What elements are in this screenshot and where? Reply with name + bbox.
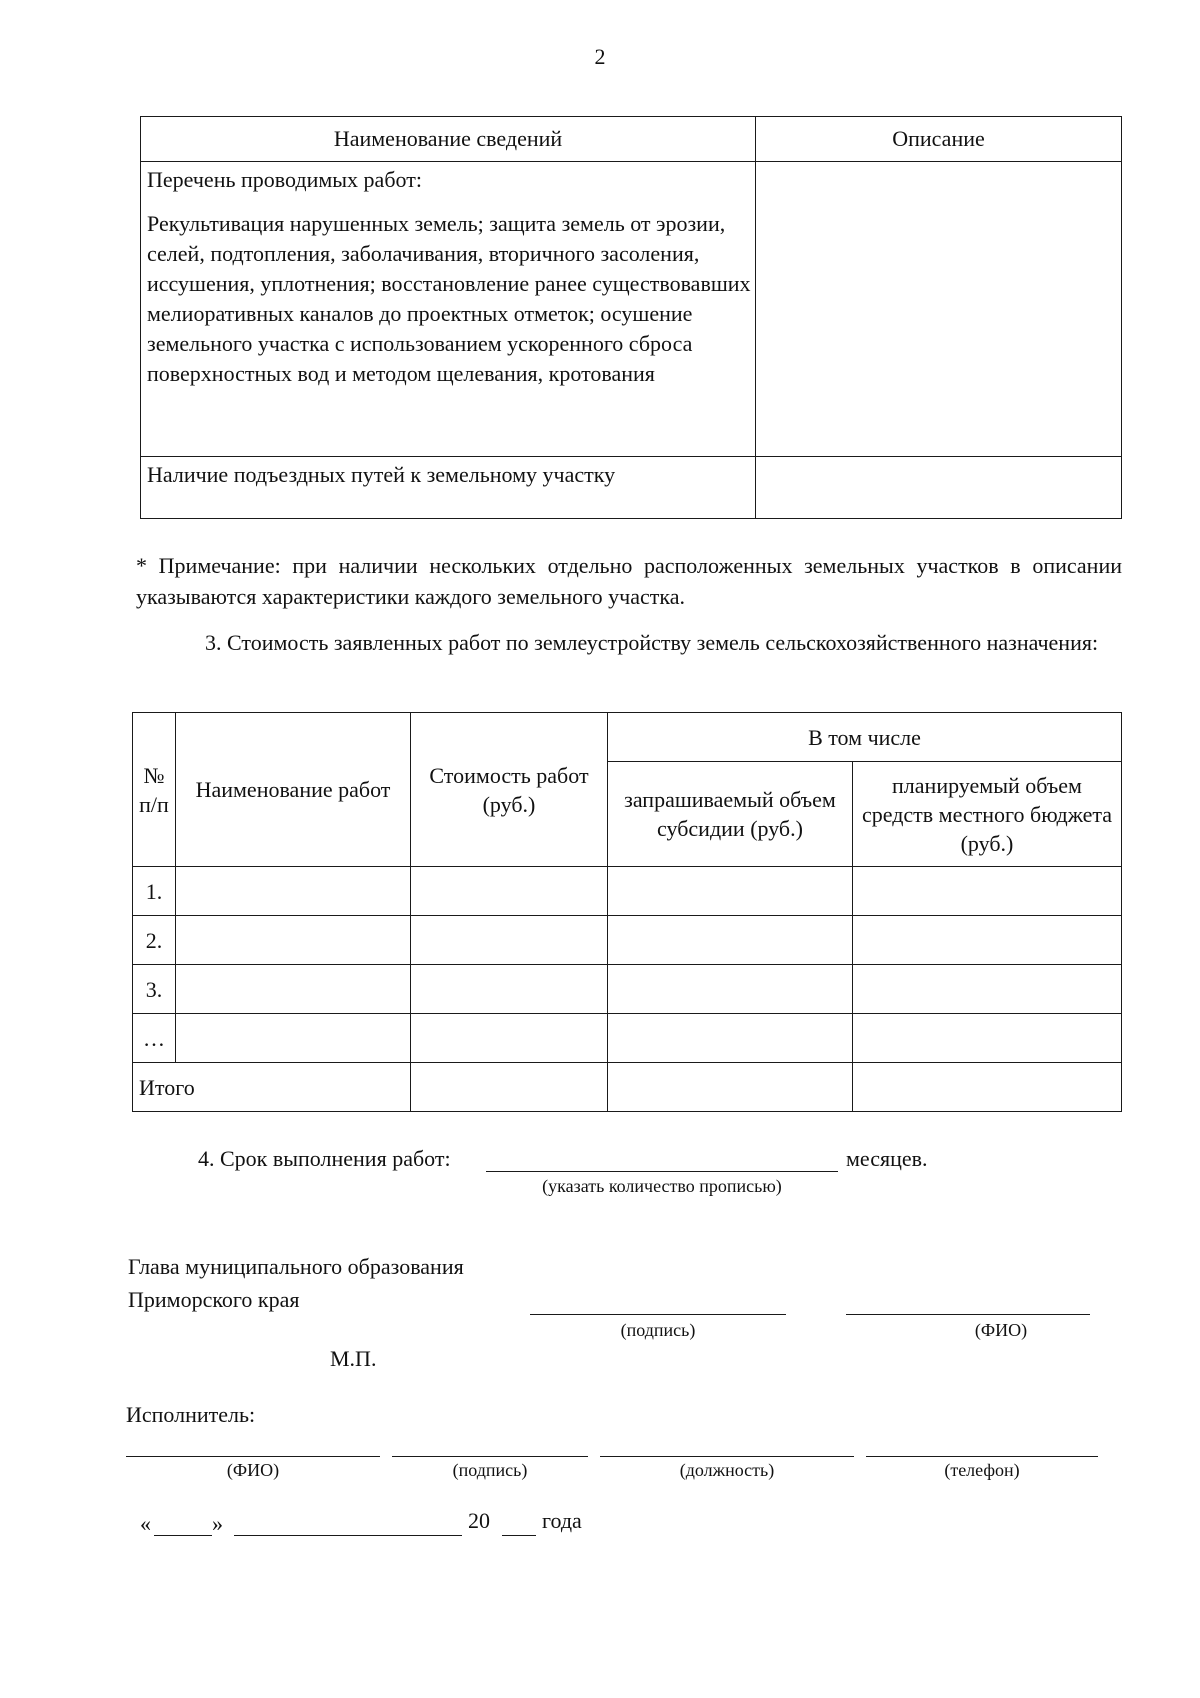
date-year-prefix: 20: [468, 1508, 490, 1533]
head-fio-field[interactable]: [846, 1314, 1090, 1315]
cost-cell-cost[interactable]: [411, 1014, 608, 1063]
head-signature-label: (подпись): [620, 1320, 696, 1340]
section4-label: 4. Срок выполнения работ:: [198, 1146, 451, 1171]
info-row-access-roads: [141, 457, 1122, 519]
cost-header-including: В том числе: [608, 713, 1122, 762]
executor-position-field[interactable]: [600, 1456, 854, 1457]
info-table-header: [141, 117, 1122, 162]
executor-phone-field[interactable]: [866, 1456, 1098, 1457]
info-cell-works-description[interactable]: [756, 162, 1122, 457]
cost-cell-local[interactable]: [853, 867, 1122, 916]
head-title-line1: Глава муниципального образования: [128, 1254, 464, 1279]
info-cell-access-description[interactable]: [756, 457, 1122, 519]
head-signature-field[interactable]: [530, 1314, 786, 1315]
cost-cell-local[interactable]: [853, 1014, 1122, 1063]
table-row: [133, 916, 1122, 965]
works-text: Рекультивация нарушенных земель; защита земель от эрозии, селей, подтопления, заболачивания, вторичного засоления, иссушения, уплотнения; восстановление ранее существовавших мелиоративных каналов до проектных отметок; осушение земельного участка с использованием ускоренного сброса поверхностных вод и методом щелевания, кротования: [147, 211, 751, 386]
stamp-label: М.П.: [330, 1346, 377, 1371]
total-cost[interactable]: [411, 1063, 608, 1112]
info-cell-works: [141, 162, 756, 457]
cost-cell-cost[interactable]: [411, 867, 608, 916]
table-row: [133, 965, 1122, 1014]
cost-cell-subsidy[interactable]: [608, 1014, 853, 1063]
row-number: 1.: [133, 867, 176, 916]
total-label: Итого: [133, 1063, 411, 1112]
section3-title: 3. Стоимость заявленных работ по землеустройству земель сельскохозяйственного назначения:: [205, 630, 1099, 655]
cost-header-subsidy: запрашиваемый объем субсидии (руб.): [608, 762, 853, 867]
cost-cell-subsidy[interactable]: [608, 867, 853, 916]
row-number: …: [133, 1014, 176, 1063]
info-header-description: Описание: [756, 117, 1122, 162]
info-header-name: Наименование сведений: [141, 117, 756, 162]
duration-field[interactable]: [486, 1171, 838, 1172]
page-number: 2: [594, 44, 606, 69]
executor-fio-field[interactable]: [126, 1456, 380, 1457]
cost-cell-local[interactable]: [853, 965, 1122, 1014]
executor-position-label: (должность): [679, 1460, 775, 1480]
cost-cell-name[interactable]: [176, 867, 411, 916]
section4-unit: месяцев.: [846, 1146, 928, 1171]
info-row-works: [141, 162, 1122, 457]
date-year-suffix: года: [542, 1508, 582, 1533]
cost-cell-subsidy[interactable]: [608, 916, 853, 965]
info-table: [140, 116, 1122, 519]
cost-cell-subsidy[interactable]: [608, 965, 853, 1014]
cost-header-num: № п/п: [133, 713, 176, 867]
cost-cell-cost[interactable]: [411, 965, 608, 1014]
access-roads-label: Наличие подъездных путей к земельному участку: [141, 457, 756, 519]
date-close-quote: »: [212, 1511, 223, 1536]
table-row: [133, 867, 1122, 916]
row-number: 3.: [133, 965, 176, 1014]
executor-signature-field[interactable]: [392, 1456, 588, 1457]
executor-title: Исполнитель:: [126, 1402, 256, 1427]
cost-header-cost: Стоимость работ (руб.): [411, 713, 608, 867]
total-subsidy[interactable]: [608, 1063, 853, 1112]
cost-header-row1: [133, 713, 1122, 762]
note-text: * Примечание: при наличии нескольких отдельно расположенных земельных участков в описании указываются характеристики каждого земельного участка.: [136, 553, 1122, 609]
cost-header-name: Наименование работ: [176, 713, 411, 867]
total-local[interactable]: [853, 1063, 1122, 1112]
head-title-line2: Приморского края: [128, 1287, 300, 1312]
date-month-field[interactable]: [234, 1535, 462, 1536]
total-row: [133, 1063, 1122, 1112]
cost-cell-local[interactable]: [853, 916, 1122, 965]
date-open-quote: «: [140, 1511, 151, 1536]
cost-cell-name[interactable]: [176, 1014, 411, 1063]
cost-cell-cost[interactable]: [411, 916, 608, 965]
executor-phone-label: (телефон): [944, 1460, 1020, 1480]
row-number: 2.: [133, 916, 176, 965]
head-fio-label: (ФИО): [974, 1320, 1028, 1340]
table-row: [133, 1014, 1122, 1063]
duration-hint: (указать количество прописью): [542, 1176, 782, 1196]
cost-cell-name[interactable]: [176, 916, 411, 965]
date-day-field[interactable]: [154, 1535, 212, 1536]
executor-signature-label: (подпись): [452, 1460, 528, 1480]
cost-table: [132, 712, 1122, 1112]
executor-fio-label: (ФИО): [226, 1460, 280, 1480]
works-label: Перечень проводимых работ:: [147, 167, 422, 192]
cost-cell-name[interactable]: [176, 965, 411, 1014]
date-year-field[interactable]: [502, 1535, 536, 1536]
cost-header-local: планируемый объем средств местного бюджета (руб.): [853, 762, 1122, 867]
